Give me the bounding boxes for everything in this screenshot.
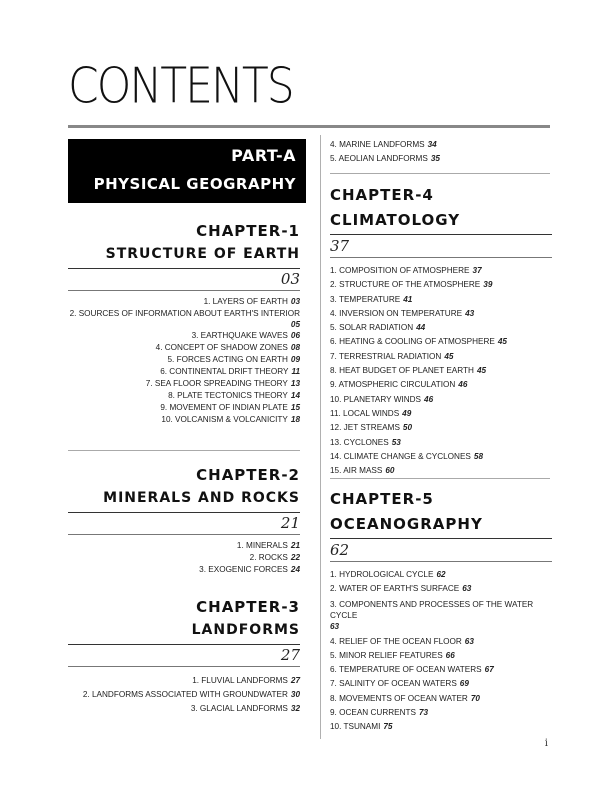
toc-list	[68, 296, 300, 426]
page-title: CONTENTS	[68, 57, 293, 115]
chapter-page-number: 03	[280, 270, 300, 288]
toc-item[interactable]: 5. FORCES ACTING ON EARTH 09	[167, 355, 300, 364]
chapter-rule	[330, 234, 552, 235]
toc-item[interactable]: 4. INVERSION ON TEMPERATURE 43	[330, 308, 475, 318]
toc-item[interactable]: 1. FLUVIAL LANDFORMS 27	[192, 676, 300, 685]
toc-item[interactable]: 9. MOVEMENT OF INDIAN PLATE 15	[160, 403, 300, 412]
toc-item[interactable]: 10. VOLCANISM & VOLCANICITY 18	[161, 415, 300, 424]
toc-item[interactable]: 8. MOVEMENTS OF OCEAN WATER 70	[330, 693, 480, 703]
toc-item[interactable]: 9. ATMOSPHERIC CIRCULATION 46	[330, 380, 468, 390]
toc-item[interactable]: 3. EXOGENIC FORCES 24	[199, 565, 300, 574]
toc-list	[68, 540, 300, 576]
toc-item[interactable]: 2. ROCKS 22	[249, 553, 300, 562]
toc-item[interactable]: 3. TEMPERATURE 41	[330, 294, 413, 304]
chapter-rule	[68, 512, 300, 513]
chapter-rule	[330, 538, 552, 539]
chapter-1	[68, 221, 300, 426]
toc-item[interactable]: 6. CONTINENTAL DRIFT THEORY 11	[160, 367, 300, 376]
toc-item[interactable]: 4. MARINE LANDFORMS 34	[330, 140, 437, 149]
toc-item[interactable]: 11. LOCAL WINDS 49	[330, 408, 412, 418]
toc-item[interactable]: 1. COMPOSITION OF ATMOSPHERE 37	[330, 266, 482, 275]
page-folio: i	[544, 738, 548, 749]
toc-item[interactable]: 15. AIR MASS 60	[330, 466, 395, 476]
chapter-rule	[68, 666, 300, 667]
chapter-rule	[68, 534, 300, 535]
continued-list	[330, 138, 440, 166]
toc-item[interactable]: 3. COMPONENTS AND PROCESSES OF THE WATER CYCLE 63	[330, 599, 534, 631]
toc-item[interactable]: 8. HEAT BUDGET OF PLANET EARTH 45	[330, 366, 487, 376]
toc-item[interactable]: 1. HYDROLOGICAL CYCLE 62	[330, 570, 446, 579]
chapter-page-number: 27	[280, 646, 300, 664]
toc-item[interactable]: 2. WATER OF EARTH'S SURFACE 63	[330, 584, 472, 594]
title-rule	[68, 125, 550, 128]
toc-item[interactable]: 1. MINERALS 21	[236, 541, 300, 550]
chapter-rule	[330, 257, 552, 258]
toc-item[interactable]: 1. LAYERS OF EARTH 03	[203, 297, 300, 306]
chapter-rule	[68, 290, 300, 291]
chapter-label: CHAPTER-3	[196, 598, 300, 616]
toc-list	[330, 264, 552, 478]
chapter-title: CLIMATOLOGY	[330, 211, 461, 229]
toc-item[interactable]: 6. HEATING & COOLING OF ATMOSPHERE 45	[330, 337, 507, 347]
section-divider	[330, 478, 550, 479]
toc-list	[68, 674, 300, 716]
toc-item[interactable]: 4. RELIEF OF THE OCEAN FLOOR 63	[330, 636, 474, 646]
toc-item[interactable]: 3. GLACIAL LANDFORMS 32	[190, 704, 300, 713]
toc-item[interactable]: 5. MINOR RELIEF FEATURES 66	[330, 650, 455, 660]
toc-item[interactable]: 6. TEMPERATURE OF OCEAN WATERS 67	[330, 665, 494, 675]
chapter-page-number: 21	[280, 514, 300, 532]
chapter-4	[330, 185, 552, 478]
toc-item[interactable]: 4. CONCEPT OF SHADOW ZONES 08	[155, 343, 300, 352]
chapter-page-number: 62	[330, 541, 350, 559]
chapter-3	[68, 597, 300, 716]
chapter-2	[68, 465, 300, 576]
toc-item[interactable]: 13. CYCLONES 53	[330, 437, 401, 447]
chapter-label: CHAPTER-5	[330, 490, 434, 508]
toc-item[interactable]: 2. STRUCTURE OF THE ATMOSPHERE 39	[330, 280, 493, 290]
chapter-page-number: 37	[330, 237, 350, 255]
toc-item[interactable]: 10. PLANETARY WINDS 46	[330, 394, 434, 404]
toc-item[interactable]: 5. AEOLIAN LANDFORMS 35	[330, 154, 440, 163]
section-divider	[330, 173, 550, 174]
chapter-5	[330, 489, 552, 735]
toc-item[interactable]: 9. OCEAN CURRENTS 73	[330, 708, 429, 718]
toc-item[interactable]: 2. LANDFORMS ASSOCIATED WITH GROUNDWATER 30	[82, 690, 300, 699]
toc-item[interactable]: 3. EARTHQUAKE WAVES 06	[191, 331, 300, 340]
toc-item[interactable]: 5. SOLAR RADIATION 44	[330, 323, 426, 333]
toc-item[interactable]: 14. CLIMATE CHANGE & CYCLONES 58	[330, 451, 483, 461]
chapter-title: MINERALS AND ROCKS	[103, 490, 300, 506]
column-divider	[320, 135, 321, 739]
part-label: PART-A	[231, 146, 296, 165]
section-divider	[68, 450, 300, 451]
chapter-label: CHAPTER-2	[196, 466, 300, 484]
chapter-label: CHAPTER-4	[330, 186, 434, 204]
chapter-rule	[68, 268, 300, 269]
chapter-rule	[68, 644, 300, 645]
chapter-title: STRUCTURE OF EARTH	[105, 246, 300, 262]
chapter-rule	[330, 561, 552, 562]
part-title: PHYSICAL GEOGRAPHY	[93, 175, 296, 193]
chapter-label: CHAPTER-1	[196, 222, 300, 240]
toc-item[interactable]: 7. SALINITY OF OCEAN WATERS 69	[330, 679, 469, 689]
toc-item[interactable]: 10. TSUNAMI 75	[330, 722, 393, 732]
chapter-title: OCEANOGRAPHY	[330, 515, 483, 533]
toc-item[interactable]: 8. PLATE TECTONICS THEORY 14	[168, 391, 300, 400]
toc-item[interactable]: 7. SEA FLOOR SPREADING THEORY 13	[145, 379, 300, 388]
chapter-title: LANDFORMS	[191, 622, 300, 638]
toc-item[interactable]: 2. SOURCES OF INFORMATION ABOUT EARTH'S INTERIOR 05	[69, 309, 300, 329]
toc-item[interactable]: 7. TERRESTRIAL RADIATION 45	[330, 351, 454, 361]
toc-item[interactable]: 12. JET STREAMS 50	[330, 423, 413, 433]
part-banner	[68, 139, 306, 203]
toc-list	[330, 568, 552, 735]
